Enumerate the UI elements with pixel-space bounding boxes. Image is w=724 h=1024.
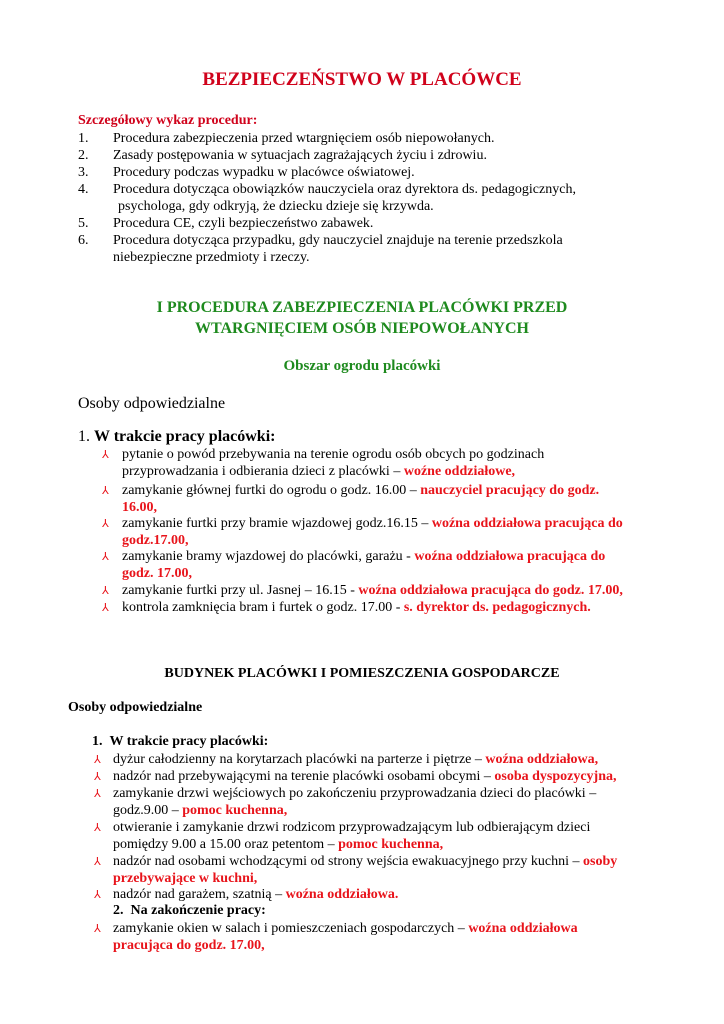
red-caret-arrow-icon: ⅄ (102, 448, 109, 461)
list-item: zamykanie furtki przy bramie wjazdowej godz.16.15 – woźna oddziałowa pracująca do (122, 516, 623, 531)
list-item: nadzór nad garażem, szatnią – woźna oddziałowa. (113, 887, 399, 902)
list-item-continuation: pracująca do godz. 17.00, (113, 938, 265, 953)
list-item: nadzór nad osobami wchodzącymi od strony wejścia ewakuacyjnego przy kuchni – osoby (113, 854, 618, 869)
list-item: nadzór nad przebywającymi na terenie placówki osobami obcymi – osoba dyspozycyjna, (113, 769, 617, 784)
list-item-continuation: godz.17.00, (122, 533, 189, 548)
red-caret-arrow-icon: ⅄ (94, 821, 101, 834)
page-title: BEZPIECZEŃSTWO W PLACÓWCE (202, 69, 522, 90)
list-item-continuation: godz. 17.00, (122, 566, 192, 581)
list-item: zamykanie drzwi wejściowych po zakończeniu przyprowadzania dzieci do placówki – (113, 786, 597, 801)
list-item: pytanie o powód przebywania na terenie ogrodu osób obcych po godzinach (122, 447, 545, 462)
section1-title-line1: I PROCEDURA ZABEZPIECZENIA PLACÓWKI PRZED (156, 299, 568, 316)
red-caret-arrow-icon: ⅄ (94, 888, 101, 901)
list-item-continuation: pomiędzy 9.00 a 15.00 oraz petentom – pomoc kuchenna, (113, 837, 444, 852)
list-item-continuation: 16.00, (122, 500, 157, 515)
section2-responsible: Osoby odpowiedzialne (68, 700, 203, 715)
procedures-heading: Szczegółowy wykaz procedur: (78, 113, 258, 128)
list-item-continuation: przebywające w kuchni, (113, 871, 258, 886)
red-caret-arrow-icon: ⅄ (102, 550, 109, 563)
red-caret-arrow-icon: ⅄ (102, 584, 109, 597)
red-caret-arrow-icon: ⅄ (94, 922, 101, 935)
section2-list-heading: 1. W trakcie pracy placówki: (92, 734, 269, 749)
list-item: zamykanie okien w salach i pomieszczeniach gospodarczych – woźna oddziałowa (113, 921, 578, 936)
list-item: dyżur całodzienny na korytarzach placówki na parterze i piętrze – woźna oddziałowa, (113, 752, 599, 767)
list-item: zamykanie bramy wjazdowej do placówki, garażu - woźna oddziałowa pracująca do (122, 549, 606, 564)
section1-subtitle: Obszar ogrodu placówki (283, 358, 441, 374)
red-caret-arrow-icon: ⅄ (94, 787, 101, 800)
section1-list-heading: 1. W trakcie pracy placówki: (78, 428, 276, 445)
red-caret-arrow-icon: ⅄ (102, 484, 109, 497)
section2-title: BUDYNEK PLACÓWKI I POMIESZCZENIA GOSPODARCZE (164, 666, 560, 681)
red-caret-arrow-icon: ⅄ (94, 770, 101, 783)
red-caret-arrow-icon: ⅄ (94, 855, 101, 868)
red-caret-arrow-icon: ⅄ (102, 517, 109, 530)
red-caret-arrow-icon: ⅄ (94, 753, 101, 766)
list-item: kontrola zamknięcia bram i furtek o godz. 17.00 - s. dyrektor ds. pedagogicznych. (122, 600, 591, 615)
section2-list2-heading: 2. Na zakończenie pracy: (113, 903, 266, 918)
list-item-continuation: godz.9.00 – pomoc kuchenna, (113, 803, 288, 818)
list-item: zamykanie głównej furtki do ogrodu o godz. 16.00 – nauczyciel pracujący do godz. (122, 483, 600, 498)
section1-title-line2: WTARGNIĘCIEM OSÓB NIEPOWOŁANYCH (195, 320, 529, 337)
list-item: zamykanie furtki przy ul. Jasnej – 16.15 - woźna oddziałowa pracująca do godz. 17.00, (122, 583, 623, 598)
section1-responsible: Osoby odpowiedzialne (78, 395, 226, 412)
red-caret-arrow-icon: ⅄ (102, 601, 109, 614)
list-item: otwieranie i zamykanie drzwi rodzicom przyprowadzającym lub odbierającym dzieci (113, 820, 591, 835)
list-item-continuation: przyprowadzania i odbierania dzieci z placówki – woźne oddziałowe, (122, 464, 516, 479)
